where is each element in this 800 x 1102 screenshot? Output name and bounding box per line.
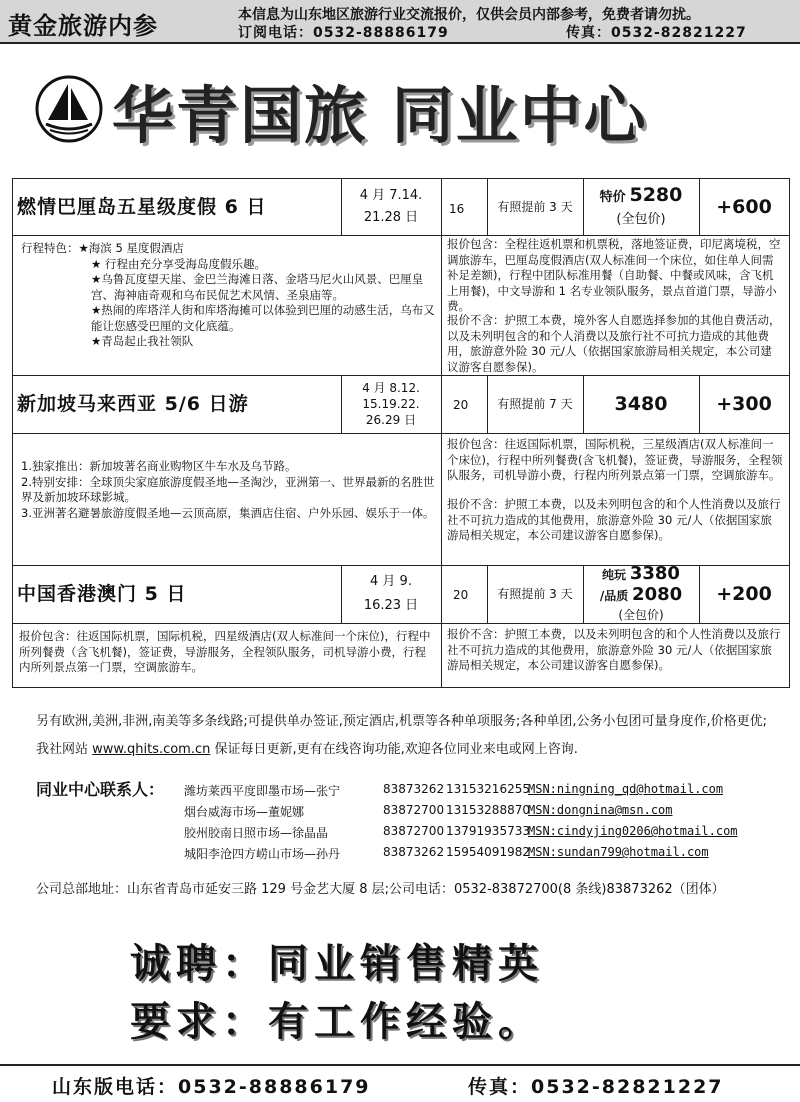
feature-line: 2.特别安排：全球顶尖家庭旅游度假圣地—圣淘沙，亚洲第一、世界最新的名胜世界及新加坡环球影城。 <box>21 474 435 504</box>
header-fax: 传真：0532-82821227 <box>566 25 747 41</box>
passport-requirement: 有照提前 3 天 <box>497 200 573 214</box>
tour-dates <box>341 183 441 231</box>
price-excludes: 报价不含：护照工本费，以及未列明包含的和个人性消费以及旅行社不可抗力造成的其他费用，旅游意外险 30 元/人（依据国家旅游局相关规定，本公司建议游客自愿参保)。 <box>447 627 781 672</box>
price-value: 2080 <box>632 583 683 605</box>
contact-tel: 83872700 <box>383 824 445 838</box>
passport-requirement: 有照提前 3 天 <box>497 587 573 601</box>
info-text: 保证每日更新,更有在线咨询功能,欢迎各位同业来电或网上咨询. <box>210 742 578 757</box>
tour-features <box>21 459 437 521</box>
contact-msn[interactable]: MSN:dongnina@msn.com <box>528 803 673 817</box>
tour-dates <box>341 377 441 431</box>
contact-mobile: 13153288870 <box>446 803 530 817</box>
contact-msn[interactable]: MSN:ningning_qd@hotmail.com <box>528 782 724 796</box>
feature-line: ★热闹的库塔洋人街和库塔海摊可以体验到巴厘的动感生活，乌布又能让您感受巴厘的文化底蕴。 <box>91 303 435 333</box>
tour-name: 燃情巴厘岛五星级度假 6 日 <box>17 196 267 218</box>
tour-dates <box>341 567 441 621</box>
price-excludes: 报价不含：护照工本费，境外客人自愿选择参加的其他自费活动，以及未列明包含的和个人消费以及旅行社不可抗力造成的其他费用，旅游意外险 30 元/人（依据国家旅游局相关规定，本公司建议游客自愿参保)。 <box>447 313 781 374</box>
contact-tel: 83873262 <box>383 782 445 796</box>
tour-date-line: 16.23 日 <box>363 598 419 613</box>
feature-line: ★青岛起止我社领队 <box>91 334 194 348</box>
surcharge: +200 <box>716 583 772 605</box>
price-value: 3480 <box>614 393 668 415</box>
contact-market: 潍坊莱西平度即墨市场—张宁 <box>184 784 341 798</box>
footer-phone: 山东版电话：0532-88886179 <box>52 1076 371 1098</box>
sailboat-logo-icon <box>34 74 104 144</box>
feature-line: ★乌鲁瓦度望天崖、金巴兰海滩日落、金塔马尼火山风景、巴厘皇宫、海神庙奇观和乌布民侃艺术风情、圣泉庙等。 <box>91 272 424 302</box>
feature-line: 行程特色：★海滨 5 星度假酒店 <box>21 241 184 255</box>
contact-tel: 83873262 <box>383 845 445 859</box>
contact-mobile: 13153216255 <box>446 782 530 796</box>
contact-market: 胶州胶南日照市场—徐晶晶 <box>184 826 329 840</box>
feature-line: ★ 行程由充分享受海岛度假乐趣。 <box>91 256 266 271</box>
info-paragraph <box>36 708 776 764</box>
price-label: /品质 <box>599 588 629 603</box>
info-text: 另有欧洲,美洲,非洲,南美等多条线路;可提供单办签证,预定酒店,机票等各种单项服务;各种单团,公务小包团可量身度作,价格更优;我社网站 <box>36 714 768 757</box>
tour-date-line: 21.28 日 <box>363 210 419 225</box>
tour-date-line: 4 月 7.14. <box>359 188 423 203</box>
feature-line: 1.独家推出：新加坡著名商业购物区牛车水及乌节路。 <box>21 459 297 473</box>
tour-seats: 20 <box>453 588 469 602</box>
price-includes: 报价包含：往返国际机票，国际机税，四星级酒店(双人标准间一个床位)，行程中所列餐费（含飞机餐)，签证费，导游服务，全程领队服务，司机导游小费，行程内所列景点第一门票，空调旅游车。 <box>19 629 431 674</box>
footer-fax: 传真：0532-82821227 <box>468 1076 724 1098</box>
price-note: (全包价) <box>618 607 664 622</box>
subscribe-phone: 订阅电话：0532-88886179 <box>238 25 449 41</box>
brand-name: 华青国旅 同业中心 <box>112 79 648 152</box>
price-includes: 报价包含：全程往返机票和机票税，落地签证费，印尼离境税，空调旅游车，巴厘岛度假酒店(双人标准间一个床位，如住单人间需补足差额)，行程中团队标准用餐（自助餐、中餐或风味，含飞机上用餐)，中文导游和 1 名专业领队服务，景点首道门票，导游小费。 <box>447 237 781 313</box>
tour-date-line: 4 月 8.12. <box>362 381 420 395</box>
contact-msn[interactable]: MSN:cindyjing0206@hotmail.com <box>528 824 738 838</box>
price-value: 5280 <box>629 183 683 206</box>
publication-title: 黄金旅游内参 <box>8 12 158 40</box>
website-link[interactable]: www.qhits.com.cn <box>92 742 211 757</box>
contact-mobile: 15954091982 <box>446 845 530 859</box>
price-label: 纯玩 <box>602 567 627 582</box>
recruit-requirement: 要求：有工作经验。 <box>130 999 544 1045</box>
price-value: 3380 <box>629 562 680 584</box>
contact-mobile: 13791935733 <box>446 824 530 838</box>
price-includes: 报价包含：往返国际机票，国际机税，三星级酒店(双人标准间一个床位)，行程中所列餐费(含飞机餐)，签证费，导游服务，全程领队服务，司机导游小费，行程内所列景点第一门票，空调旅游车。 <box>447 437 783 482</box>
tour-price <box>583 181 699 233</box>
price-prefix: 特价 <box>599 189 626 205</box>
tour-name: 中国香港澳门 5 日 <box>17 583 187 605</box>
tour-table <box>12 178 790 688</box>
tour-seats: 20 <box>453 398 469 412</box>
surcharge: +600 <box>716 196 772 218</box>
passport-requirement: 有照提前 7 天 <box>497 397 573 411</box>
price-excludes: 报价不含：护照工本费，以及未列明包含的和个人性消费以及旅行社不可抗力造成的其他费用，旅游意外险 30 元/人（依据国家旅游局相关规定，本公司建议游客自愿参保)。 <box>447 497 781 542</box>
surcharge: +300 <box>716 393 772 415</box>
header-notice: 本信息为山东地区旅游行业交流报价，仅供会员内部参考，免费者请勿扰。 <box>238 7 700 23</box>
tour-name: 新加坡马来西亚 5/6 日游 <box>17 393 249 415</box>
tour-price <box>583 562 699 623</box>
contact-market: 烟台威海市场—董妮娜 <box>184 805 305 819</box>
company-address: 公司总部地址：山东省青岛市延安三路 129 号金艺大厦 8 层;公司电话：0532-83872700(8 条线)83873262（团体） <box>36 882 725 897</box>
tour-date-line: 15.19.22. <box>362 397 420 411</box>
price-note: (全包价) <box>616 211 666 227</box>
recruit-line: 诚聘：同业销售精英 <box>130 941 544 987</box>
tour-seats: 16 <box>449 202 465 216</box>
contact-tel: 83872700 <box>383 803 445 817</box>
tour-date-line: 26.29 日 <box>365 413 417 427</box>
feature-line: 3.亚洲著名避暑旅游度假圣地—云顶高原，集酒店住宿、户外乐园、娱乐于一体。 <box>21 505 435 520</box>
tour-features <box>21 241 437 350</box>
contact-market: 城阳李沧四方崂山市场—孙丹 <box>184 847 341 861</box>
contact-msn[interactable]: MSN:sundan799@hotmail.com <box>528 845 709 859</box>
tour-date-line: 4 月 9. <box>370 574 412 589</box>
contacts-heading: 同业中心联系人： <box>36 780 165 799</box>
